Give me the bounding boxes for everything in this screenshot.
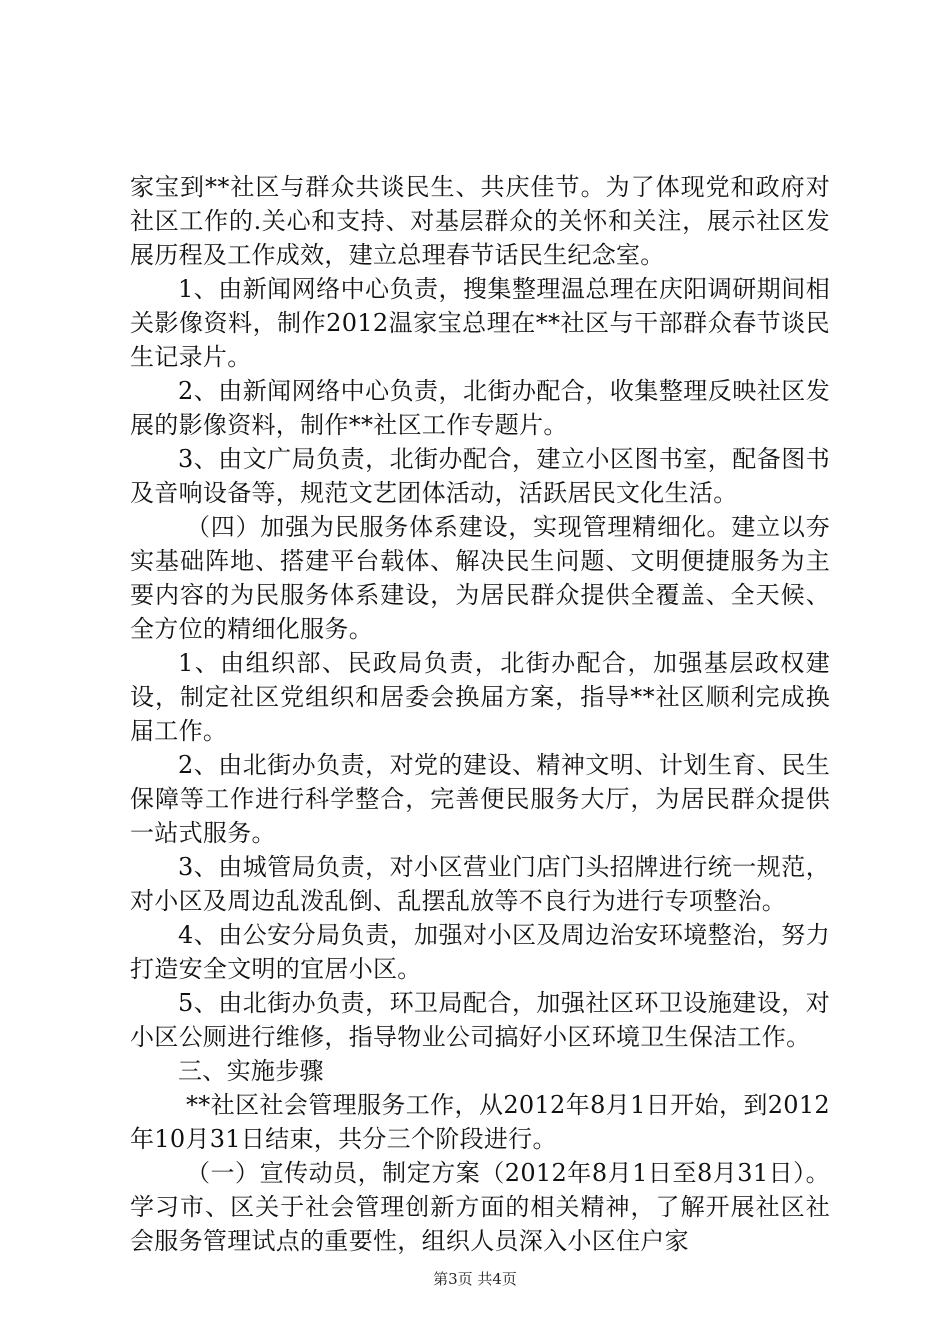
page-number-footer: 第3页 共4页 — [433, 1270, 517, 1288]
paragraph-6: 1、由组织部、民政局负责，北街办配合，加强基层政权建设，制定社区党组织和居委会换届方案，指导**社区顺利完成换届工作。 — [130, 649, 830, 745]
paragraph-12: **社区社会管理服务工作，从2012年8月1日开始，到2012年10月31日结束，共分三个阶段进行。 — [130, 1091, 830, 1153]
paragraph-7: 2、由北街办负责，对党的建设、精神文明、计划生育、民生保障等工作进行科学整合，完善便民服务大厅，为居民群众提供一站式服务。 — [130, 751, 830, 847]
paragraph-3: 2、由新闻网络中心负责，北街办配合，收集整理反映社区发展的影像资料，制作**社区工作专题片。 — [130, 377, 830, 439]
paragraph-8: 3、由城管局负责，对小区营业门店门头招牌进行统一规范，对小区及周边乱泼乱倒、乱摆乱放等不良行为进行专项整治。 — [130, 853, 830, 915]
paragraph-2: 1、由新闻网络中心负责，搜集整理温总理在庆阳调研期间相关影像资料，制作2012温家宝总理在**社区与干部群众春节谈民生记录片。 — [130, 275, 830, 371]
paragraph-1: 家宝到**社区与群众共谈民生、共庆佳节。为了体现党和政府对社区工作的.关心和支持、对基层群众的关怀和关注，展示社区发展历程及工作成效，建立总理春节话民生纪念室。 — [130, 173, 830, 269]
paragraph-5: （四）加强为民服务体系建设，实现管理精细化。建立以夯实基础阵地、搭建平台载体、解决民生问题、文明便捷服务为主要内容的为民服务体系建设，为居民群众提供全覆盖、全天候、全方位的精细化服务。 — [130, 513, 830, 643]
paragraph-10: 5、由北街办负责，环卫局配合，加强社区环卫设施建设，对小区公厕进行维修，指导物业公司搞好小区环境卫生保洁工作。 — [130, 989, 830, 1051]
paragraph-9: 4、由公安分局负责，加强对小区及周边治安环境整治，努力打造安全文明的宜居小区。 — [130, 921, 830, 983]
section-heading: 三、实施步骤 — [178, 1057, 324, 1085]
paragraph-13: （一）宣传动员，制定方案（2012年8月1日至8月31日）。学习市、区关于社会管理创新方面的相关精神，了解开展社区社会服务管理试点的重要性，组织人员深入小区住户家 — [130, 1159, 830, 1255]
document-body — [130, 170, 830, 1258]
paragraph-4: 3、由文广局负责，北街办配合，建立小区图书室，配备图书及音响设备等，规范文艺团体活动，活跃居民文化生活。 — [130, 445, 830, 507]
